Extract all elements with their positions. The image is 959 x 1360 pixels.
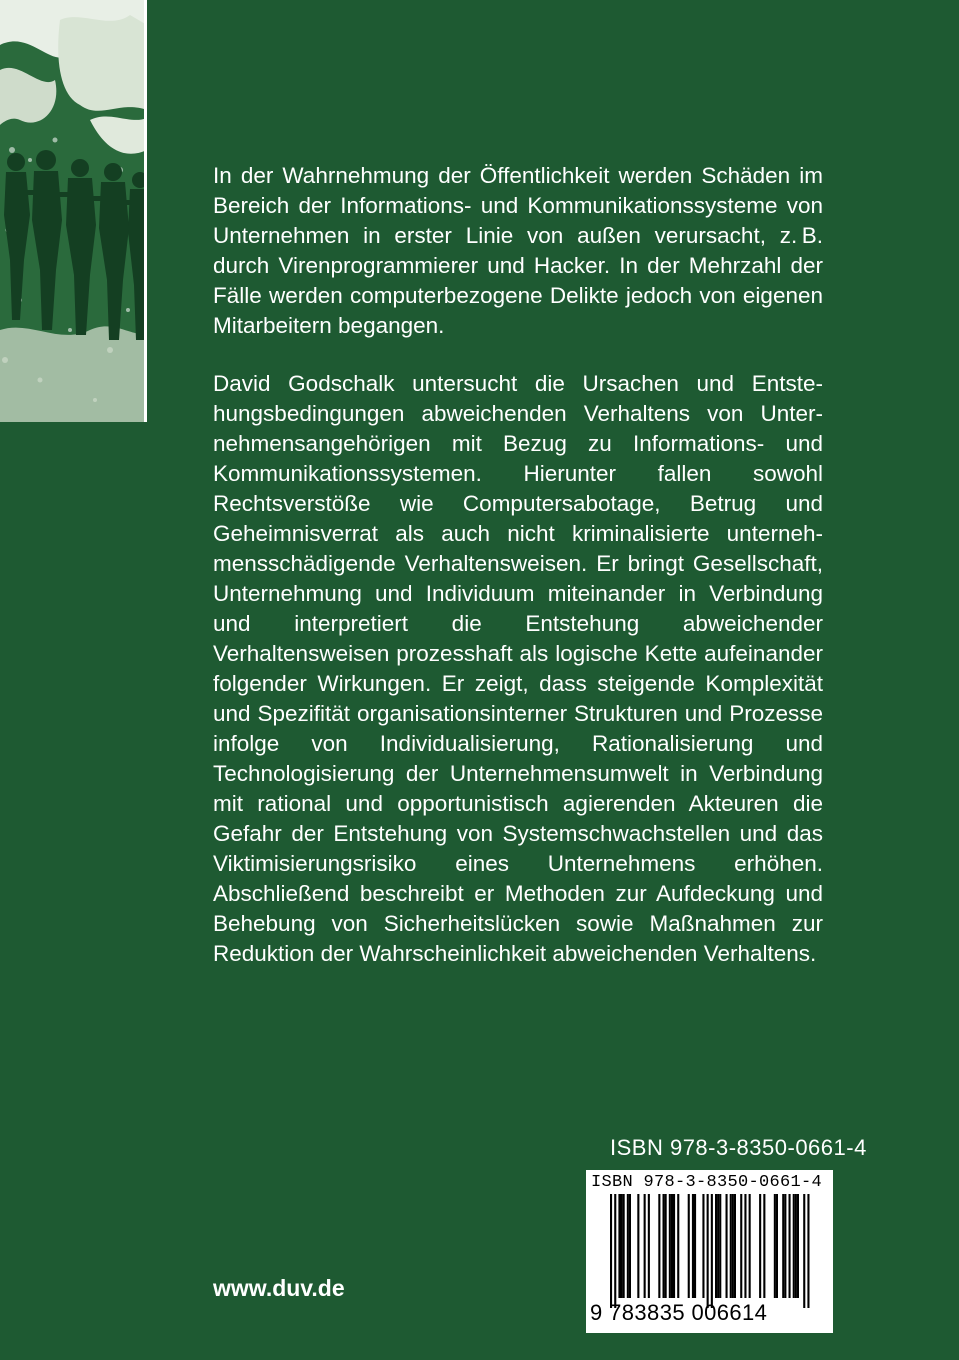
barcode-bar (782, 1194, 784, 1298)
isbn-label: ISBN 978-3-8350-0661-4 (610, 1135, 867, 1160)
barcode-bar (732, 1194, 734, 1298)
barcode-bar (730, 1194, 732, 1298)
barcode-bar (665, 1194, 667, 1298)
barcode-bar (702, 1194, 704, 1298)
barcode-bar (658, 1194, 660, 1298)
barcode-bar (774, 1194, 776, 1298)
barcode-bar (734, 1194, 736, 1298)
barcode-bar (621, 1194, 623, 1298)
barcode-bar (671, 1194, 673, 1298)
barcode-bar (627, 1194, 629, 1298)
barcode-bar (797, 1194, 799, 1298)
barcode-bar (648, 1194, 650, 1298)
barcode-bar (763, 1194, 765, 1298)
barcode-bar (614, 1194, 616, 1308)
barcode-bar (717, 1194, 719, 1298)
barcode-isbn-text: ISBN 978-3-8350-0661-4 (591, 1173, 823, 1192)
barcode-bar (644, 1194, 646, 1298)
barcode-bar (744, 1194, 746, 1298)
barcode-digits: 9 783835 006614 (590, 1300, 768, 1325)
barcode (586, 1170, 833, 1333)
blurb-paragraph-1: In der Wahrnehmung der Öffentlichkeit werden Schäden im Bereich der Informations- und Kommunikationssysteme von Unternehmen in erster Linie von außen verursacht, z. B. durch Virenprogrammierer und Hacker. In der Mehrzahl der Fälle werden computerbezogene Delikte jedoch von eigenen Mitarbeitern begangen. (213, 163, 823, 338)
barcode-bar (749, 1194, 751, 1298)
barcode-bar (795, 1194, 797, 1298)
barcode-bar (618, 1194, 620, 1298)
barcode-bar (784, 1194, 786, 1298)
barcode-bar (707, 1194, 709, 1308)
barcode-bar (610, 1194, 612, 1308)
barcode-bar (629, 1194, 631, 1298)
barcode-bar (807, 1194, 809, 1308)
barcode-bar (740, 1194, 742, 1298)
barcode-bar (715, 1194, 717, 1298)
barcode-bar (793, 1194, 795, 1298)
publisher-url: www.duv.de (213, 1275, 345, 1301)
barcode-bar (663, 1194, 665, 1298)
barcode-bar (711, 1194, 713, 1308)
barcode-bar (776, 1194, 778, 1298)
barcode-bar (789, 1194, 791, 1298)
image-border (144, 0, 147, 422)
barcode-bar (677, 1194, 679, 1298)
barcode-bar (673, 1194, 675, 1298)
blurb-paragraph-2: David Godschalk untersucht die Ursachen und Entstehungsbedingungen abweichenden Verhaltens von Unternehmensangehörigen mit Bezug zu Informations- und Kommunikationssystemen. Hierunter fallen sowohl Rechtsverstöße wie Computersabotage, Betrug und Geheimnisverrat als auch nicht kriminalisierte unternehmensschädigende Verhaltensweisen. Er bringt Gesellschaft, Unternehmung und Individuum miteinander in Verbindung und interpretiert die Entstehung abweichender Verhaltensweisen prozesshaft als logische Kette aufeinander folgender Wirkungen. Er zeigt, dass steigende Komplexität und Spezifität organisationsinterner Strukturen und Prozesse infolge von Individualisierung, Rationalisierung und Technologisierung der Unternehmensumwelt in Verbindung mit rational und opportunistisch agierenden Akteuren die Gefahr der Entstehung von Systemschwachstellen und das Viktimisierungsrisiko eines Unternehmens erhöhen. Abschließend beschreibt er Methoden zur Aufdeckung und Behebung von Sicherheitslücken sowie Maßnahmen zur Reduktion der Wahrscheinlichkeit abweichenden Verhaltens. (213, 371, 823, 966)
barcode-bar (694, 1194, 696, 1298)
barcode-bar (669, 1194, 671, 1298)
barcode-bar (692, 1194, 694, 1298)
silhouettes-image (0, 0, 147, 422)
barcode-bar (759, 1194, 761, 1298)
barcode-bar (719, 1194, 721, 1298)
barcode-bar (726, 1194, 728, 1298)
barcode-bar (637, 1194, 639, 1298)
barcode-bar (623, 1194, 625, 1298)
barcode-bar (688, 1194, 690, 1298)
barcode-bar (803, 1194, 805, 1308)
